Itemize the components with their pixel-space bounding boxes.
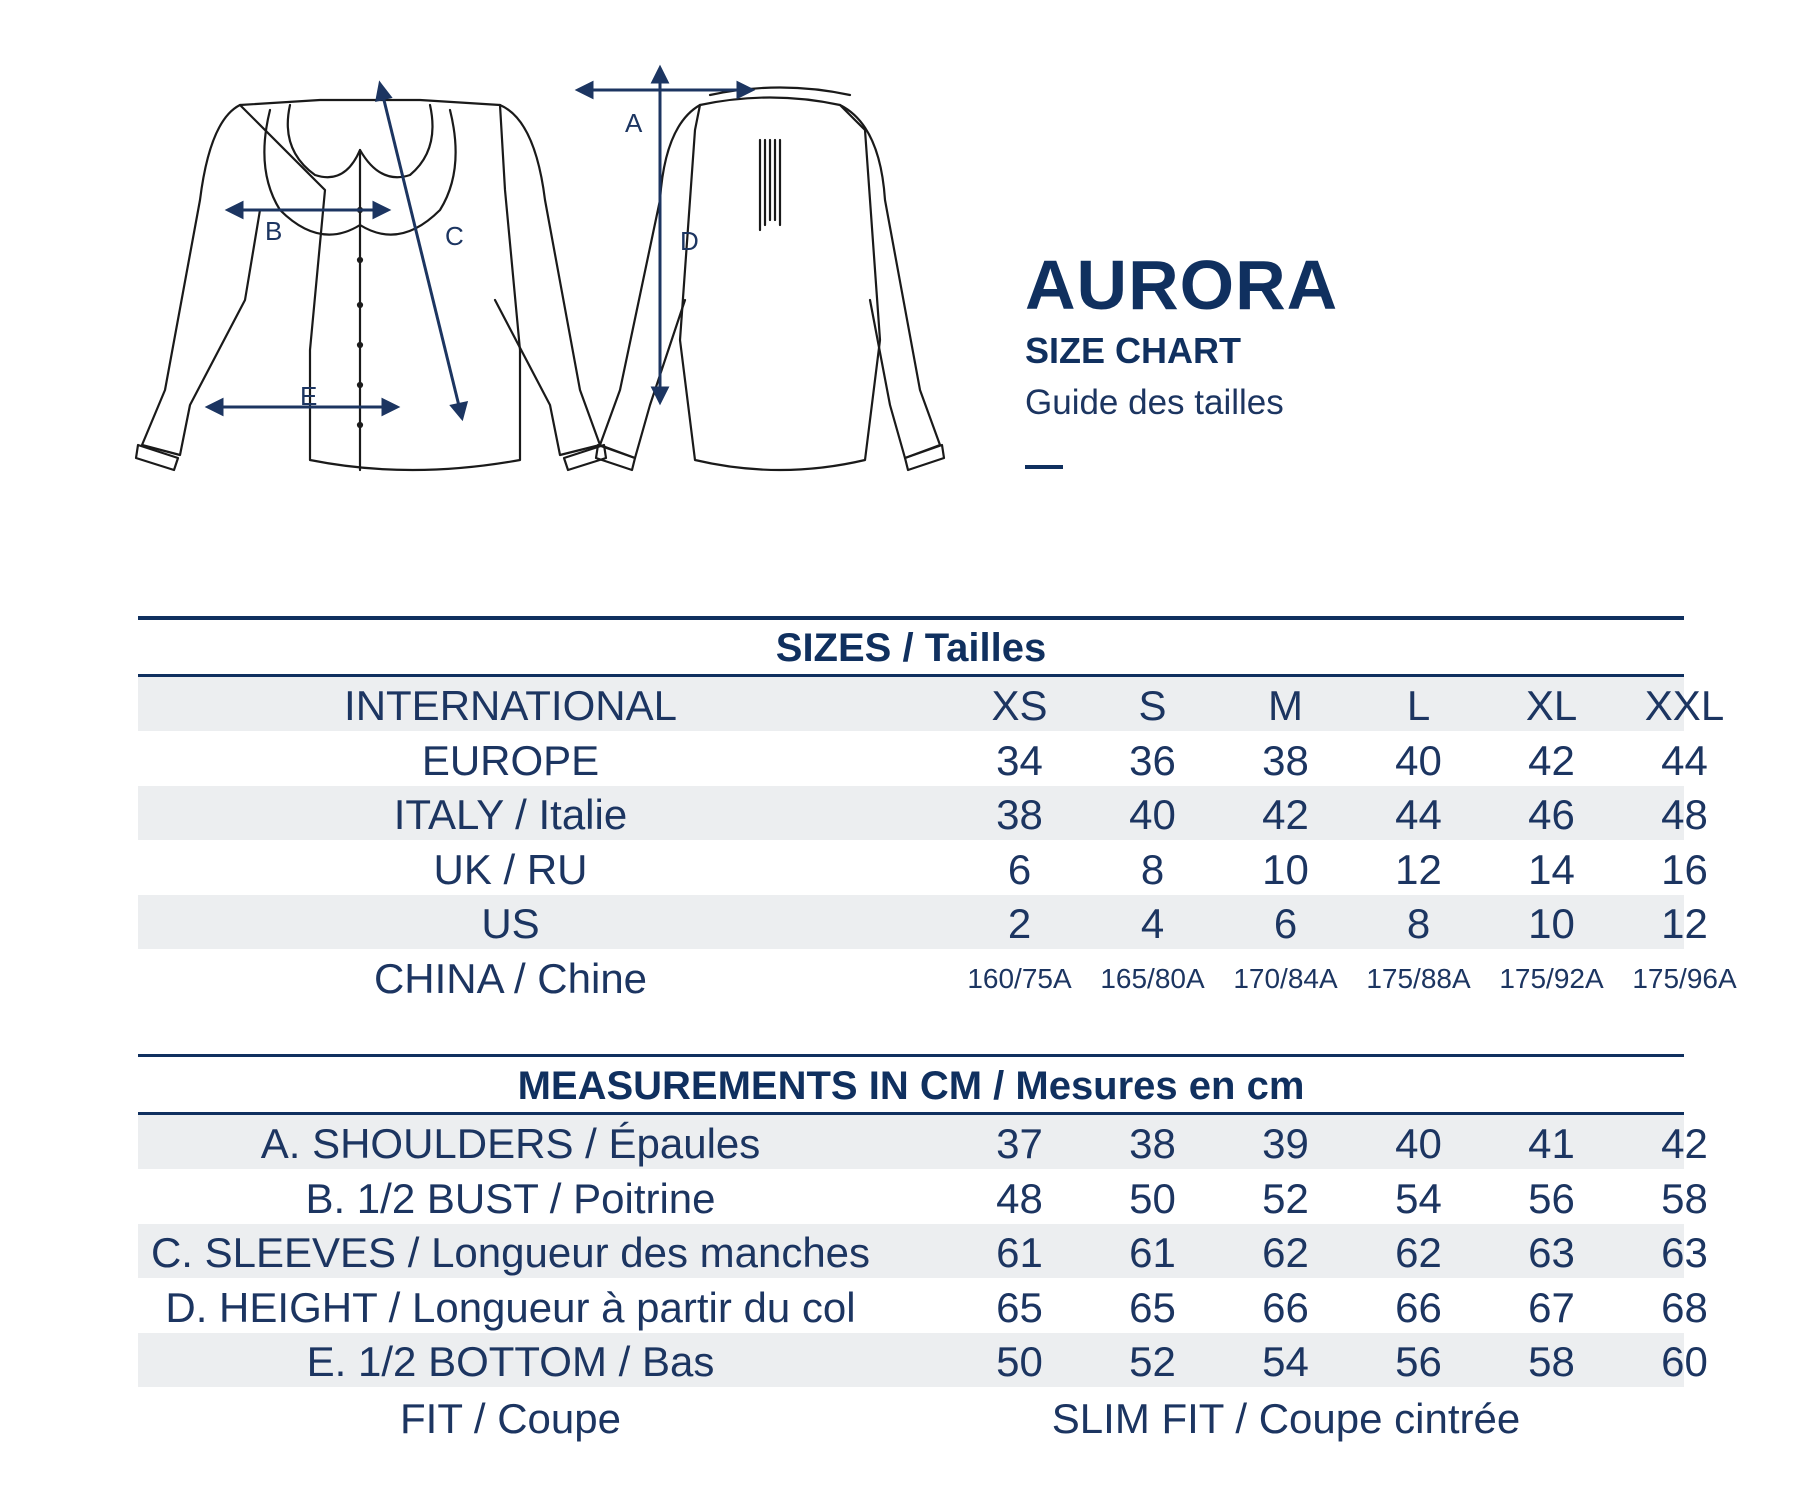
table-row <box>138 1170 1708 1224</box>
label-b: B <box>265 216 283 246</box>
table-cell: 170/84A <box>1233 962 1338 994</box>
label-e: E <box>300 381 318 411</box>
table-cell: 12 <box>1395 845 1442 893</box>
front-view-drawing <box>136 100 606 470</box>
row-label: ITALY / Italie <box>393 791 628 838</box>
size-chart-subtitle: SIZE CHART <box>1025 330 1241 371</box>
row-label: C. SLEEVES / Longueur des manches <box>150 1229 871 1276</box>
table-cell: 165/80A <box>1100 962 1205 994</box>
table-cell: 66 <box>1262 1283 1309 1331</box>
table-row <box>138 1224 1708 1278</box>
table-cell: 37 <box>996 1120 1043 1167</box>
table-cell: 58 <box>1528 1338 1575 1385</box>
sizes-top-rule <box>138 616 1684 620</box>
table-cell: 14 <box>1528 845 1575 893</box>
table-cell: L <box>1406 682 1431 729</box>
row-label: E. 1/2 BOTTOM / Bas <box>306 1338 715 1385</box>
table-cell: 62 <box>1262 1229 1309 1276</box>
table-cell: 61 <box>996 1229 1043 1276</box>
label-a: A <box>625 108 643 138</box>
table-cell: 42 <box>1661 1120 1708 1167</box>
row-label: UK / RU <box>433 845 588 893</box>
table-cell: 54 <box>1395 1174 1442 1222</box>
measurements-title: MEASUREMENTS IN CM / Mesures en cm <box>517 1064 1305 1108</box>
fit-value: SLIM FIT / Coupe cintrée <box>1051 1395 1521 1442</box>
table-cell: 41 <box>1528 1120 1575 1167</box>
table-cell: 42 <box>1262 791 1309 838</box>
garment-illustration <box>120 50 1020 510</box>
fit-row <box>138 1390 1684 1444</box>
table-cell: M <box>1268 682 1303 729</box>
table-cell: 10 <box>1262 845 1309 893</box>
table-cell: 175/96A <box>1632 962 1737 994</box>
row-label: EUROPE <box>421 736 600 784</box>
table-cell: 52 <box>1262 1174 1309 1222</box>
table-cell: 160/75A <box>967 962 1072 994</box>
table-cell: 63 <box>1528 1229 1575 1276</box>
measurements-top-rule <box>138 1054 1684 1057</box>
table-cell: 44 <box>1395 791 1442 838</box>
label-c: C <box>445 221 464 251</box>
table-cell: 62 <box>1395 1229 1442 1276</box>
table-cell: 12 <box>1661 900 1708 947</box>
row-label: D. HEIGHT / Longueur à partir du col <box>165 1283 856 1331</box>
header-dash <box>1025 465 1063 469</box>
table-cell: XL <box>1525 682 1578 729</box>
row-label: CHINA / Chine <box>373 954 648 1002</box>
table-cell: 46 <box>1528 791 1575 838</box>
table-cell: 67 <box>1528 1283 1575 1331</box>
table-row <box>138 1115 1708 1169</box>
table-cell: 66 <box>1395 1283 1442 1331</box>
table-cell: 4 <box>1140 900 1165 947</box>
table-cell: 175/88A <box>1366 962 1471 994</box>
table-row <box>138 1333 1708 1387</box>
row-label: INTERNATIONAL <box>344 682 677 729</box>
table-cell: 50 <box>996 1338 1043 1385</box>
table-cell: 50 <box>1129 1174 1176 1222</box>
table-cell: 10 <box>1528 900 1575 947</box>
table-cell: 40 <box>1395 1120 1442 1167</box>
table-cell: 39 <box>1262 1120 1309 1167</box>
table-cell: 61 <box>1129 1229 1176 1276</box>
table-cell: 60 <box>1661 1338 1708 1385</box>
table-cell: 2 <box>1007 900 1032 947</box>
table-cell: 48 <box>996 1174 1043 1222</box>
table-row <box>138 786 1708 840</box>
brand-title: AURORA <box>1025 246 1339 324</box>
table-cell: 65 <box>1129 1283 1176 1331</box>
table-row <box>138 732 1708 786</box>
table-cell: 40 <box>1129 791 1176 838</box>
table-cell: 44 <box>1661 736 1708 784</box>
table-row <box>138 895 1708 949</box>
table-row <box>138 950 1737 1004</box>
size-chart-subtitle-fr: Guide des tailles <box>1025 383 1284 422</box>
table-cell: 8 <box>1140 845 1165 893</box>
fit-label: FIT / Coupe <box>400 1395 621 1442</box>
table-cell: 38 <box>996 791 1043 838</box>
table-cell: XS <box>991 682 1048 729</box>
table-cell: 175/92A <box>1499 962 1604 994</box>
table-cell: 16 <box>1661 845 1708 893</box>
table-cell: XXL <box>1644 682 1725 729</box>
table-cell: 68 <box>1661 1283 1708 1331</box>
table-cell: 52 <box>1129 1338 1176 1385</box>
table-cell: 38 <box>1262 736 1309 784</box>
table-cell: 38 <box>1129 1120 1176 1167</box>
table-cell: 65 <box>996 1283 1043 1331</box>
table-cell: 48 <box>1661 791 1708 838</box>
label-d: D <box>680 226 699 256</box>
sizes-title: SIZES / Tailles <box>775 626 1047 670</box>
table-cell: 56 <box>1395 1338 1442 1385</box>
back-view-drawing <box>596 88 944 471</box>
table-cell: 54 <box>1262 1338 1309 1385</box>
table-cell: 36 <box>1129 736 1176 784</box>
table-cell: 42 <box>1528 736 1575 784</box>
table-cell: 6 <box>1273 900 1298 947</box>
table-cell: 40 <box>1395 736 1442 784</box>
table-cell: 56 <box>1528 1174 1575 1222</box>
table-cell: 34 <box>996 736 1043 784</box>
table-cell: S <box>1138 682 1167 729</box>
table-row <box>138 677 1725 731</box>
table-cell: 6 <box>1007 845 1032 893</box>
table-cell: 8 <box>1406 900 1431 947</box>
row-label: A. SHOULDERS / Épaules <box>260 1120 761 1167</box>
row-label: B. 1/2 BUST / Poitrine <box>305 1174 716 1222</box>
table-row <box>138 1279 1708 1333</box>
table-cell: 58 <box>1661 1174 1708 1222</box>
row-label: US <box>481 900 540 947</box>
table-cell: 63 <box>1661 1229 1708 1276</box>
table-row <box>138 841 1708 895</box>
